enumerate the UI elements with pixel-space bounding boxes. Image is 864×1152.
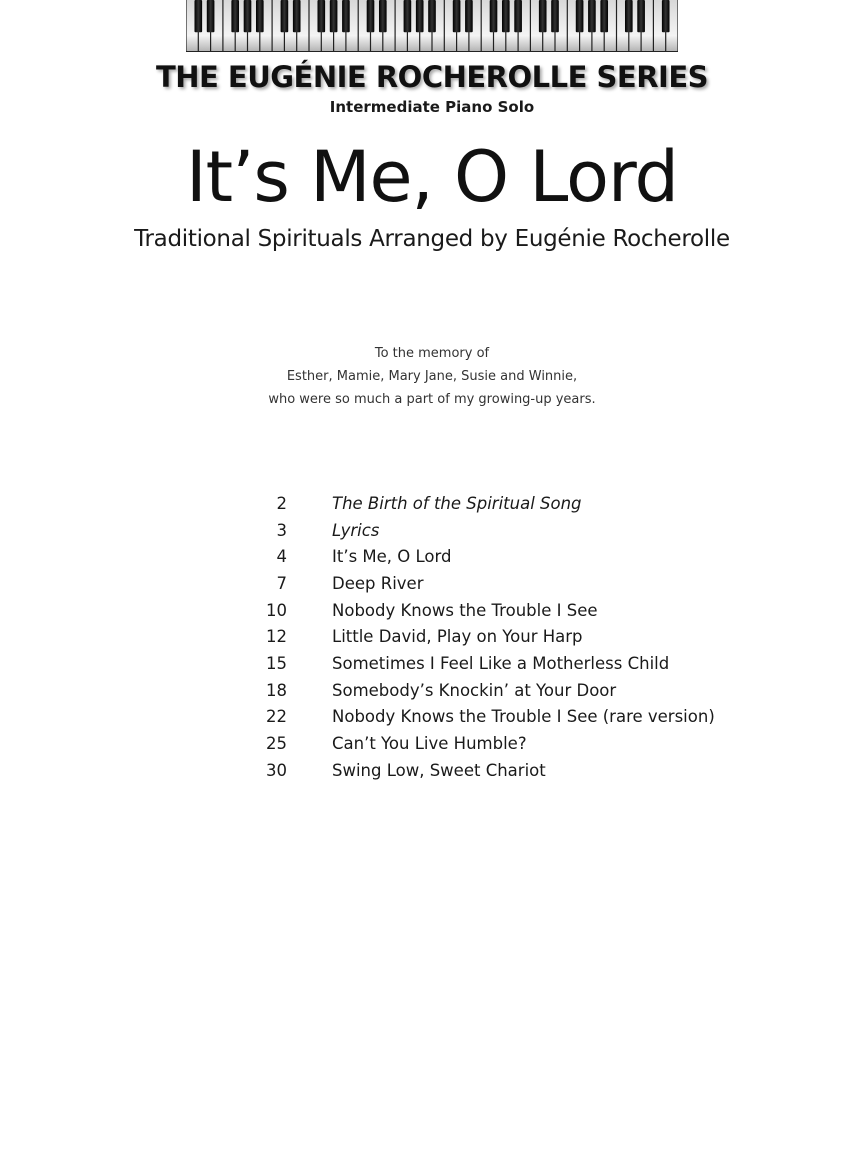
black-key — [502, 0, 510, 32]
toc-title: The Birth of the Spiritual Song — [332, 493, 582, 513]
black-key — [342, 0, 350, 32]
black-key — [662, 0, 670, 32]
black-key — [600, 0, 608, 32]
toc-row — [240, 677, 760, 704]
black-key — [539, 0, 547, 32]
table-of-contents — [240, 490, 760, 784]
level-label: Intermediate Piano Solo — [329, 98, 535, 116]
toc-page-number: 25 — [266, 734, 287, 754]
toc-title: Somebody’s Knockin’ at Your Door — [332, 680, 617, 700]
toc-title: Can’t You Live Humble? — [332, 734, 527, 754]
toc-page-number: 12 — [266, 627, 287, 647]
black-key — [453, 0, 461, 32]
toc-page-number: 4 — [276, 547, 287, 567]
toc-row — [240, 490, 760, 517]
black-key — [576, 0, 584, 32]
toc-row — [240, 517, 760, 544]
black-key — [317, 0, 325, 32]
toc-row — [240, 597, 760, 624]
toc-title: It’s Me, O Lord — [332, 547, 452, 567]
black-key — [244, 0, 252, 32]
toc-page-number: 3 — [276, 520, 287, 540]
toc-page-number: 10 — [266, 600, 287, 620]
black-key — [207, 0, 215, 32]
black-key — [490, 0, 498, 32]
black-key — [404, 0, 412, 32]
toc-row — [240, 757, 760, 784]
book-title: It’s Me, O Lord — [186, 136, 678, 218]
toc-title: Little David, Play on Your Harp — [332, 627, 583, 647]
black-key — [256, 0, 264, 32]
toc-title: Sometimes I Feel Like a Motherless Child — [332, 653, 670, 673]
toc-title: Nobody Knows the Trouble I See — [332, 600, 598, 620]
dedication — [0, 342, 864, 411]
black-key — [379, 0, 387, 32]
toc-page-number: 30 — [266, 760, 287, 780]
book-subtitle: Traditional Spirituals Arranged by Eugénie Rocherolle — [134, 226, 730, 252]
toc-row — [240, 570, 760, 597]
black-key — [588, 0, 596, 32]
toc-row — [240, 623, 760, 650]
toc-row — [240, 650, 760, 677]
toc-page-number: 2 — [276, 493, 287, 513]
black-key — [625, 0, 633, 32]
black-key — [194, 0, 202, 32]
dedication-line: Esther, Mamie, Mary Jane, Susie and Winnie, — [286, 369, 578, 384]
toc-title: Lyrics — [332, 520, 380, 540]
toc-page-number: 22 — [266, 707, 287, 727]
black-key — [293, 0, 301, 32]
black-key — [514, 0, 522, 32]
black-key — [231, 0, 239, 32]
black-key — [551, 0, 559, 32]
dedication-line: who were so much a part of my growing-up years. — [268, 392, 596, 407]
toc-page-number: 15 — [266, 653, 287, 673]
series-title: THE EUGÉNIE ROCHEROLLE SERIES — [155, 60, 709, 94]
black-key — [367, 0, 375, 32]
toc-page-number: 7 — [276, 573, 287, 593]
black-key — [637, 0, 645, 32]
black-key — [330, 0, 338, 32]
toc-row — [240, 543, 760, 570]
black-key — [465, 0, 473, 32]
toc-row — [240, 704, 760, 731]
toc-title: Deep River — [332, 573, 424, 593]
toc-row — [240, 730, 760, 757]
black-key — [416, 0, 424, 32]
toc-title: Swing Low, Sweet Chariot — [332, 760, 546, 780]
toc-page-number: 18 — [266, 680, 287, 700]
piano-keyboard-graphic — [186, 0, 678, 52]
dedication-line: To the memory of — [374, 346, 490, 361]
black-key — [281, 0, 289, 32]
toc-title: Nobody Knows the Trouble I See (rare version) — [332, 707, 715, 727]
black-key — [428, 0, 436, 32]
